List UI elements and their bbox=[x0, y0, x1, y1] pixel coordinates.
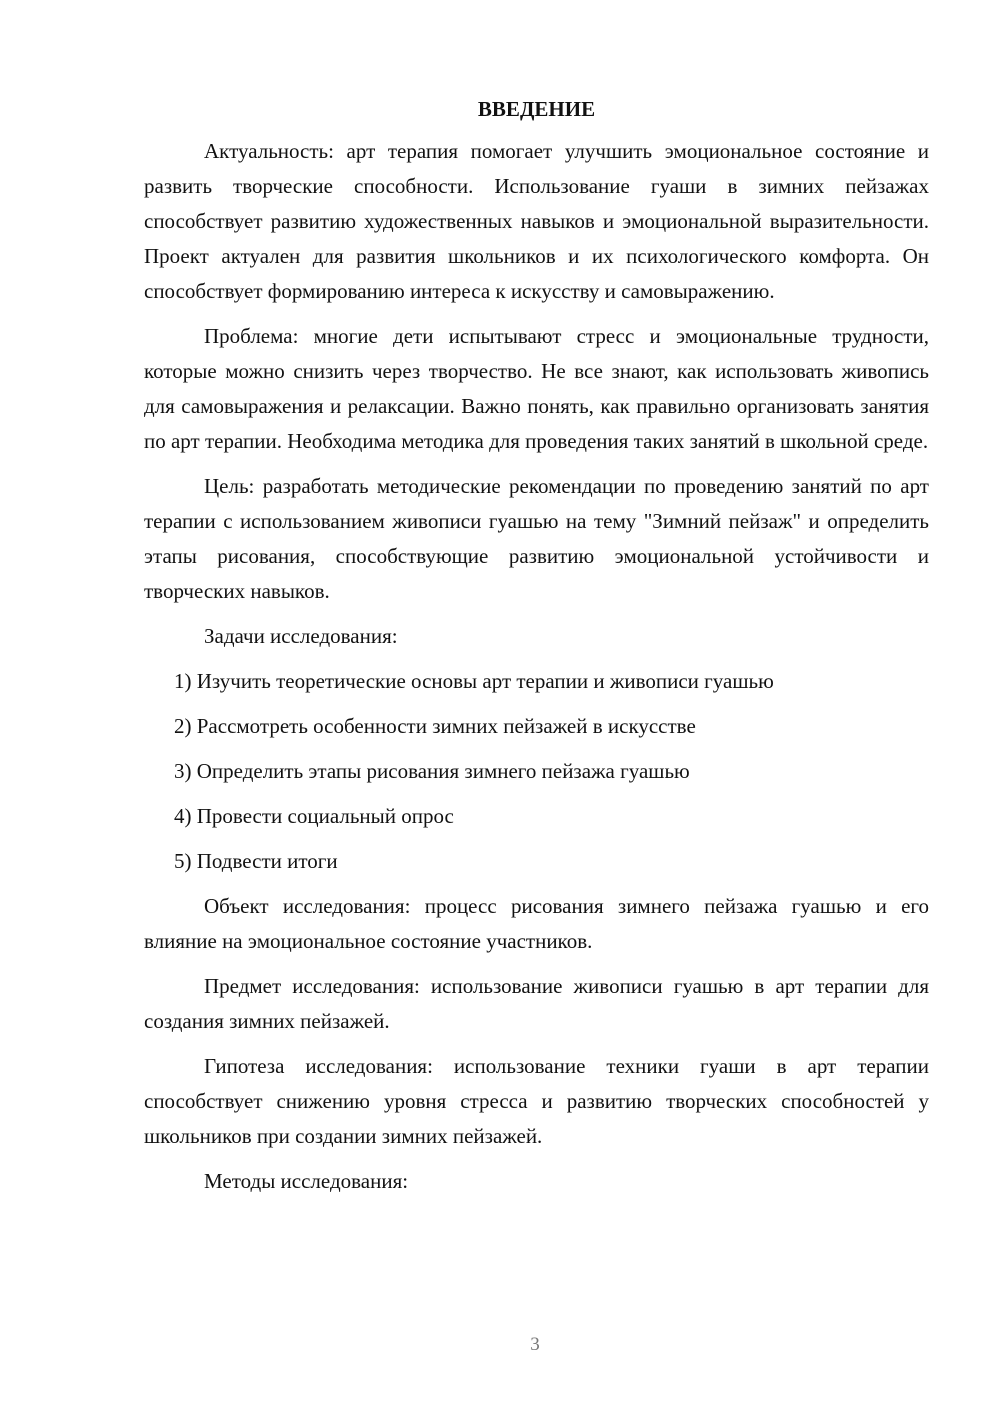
object-paragraph: Объект исследования: процесс рисования зимнего пейзажа гуашью и его влияние на эмоциональное состояние участников. bbox=[144, 894, 929, 953]
tasks-heading: Задачи исследования: bbox=[204, 624, 398, 648]
list-item: 2) Рассмотреть особенности зимних пейзажей в искусстве bbox=[174, 714, 696, 738]
list-item: 5) Подвести итоги bbox=[174, 849, 338, 873]
hypothesis-paragraph: Гипотеза исследования: использование техники гуаши в арт терапии способствует снижению уровня стресса и развитию творческих способностей у школьников при создании зимних пейзажей. bbox=[144, 1054, 929, 1148]
tasks-list bbox=[144, 664, 929, 879]
subject-paragraph: Предмет исследования: использование живописи гуашью в арт терапии для создания зимних пейзажей. bbox=[144, 974, 929, 1033]
list-item: 3) Определить этапы рисования зимнего пейзажа гуашью bbox=[174, 759, 690, 783]
page-number: 3 bbox=[530, 1334, 540, 1355]
document-page bbox=[144, 92, 929, 1209]
list-item: 4) Провести социальный опрос bbox=[174, 804, 454, 828]
list-item: 1) Изучить теоретические основы арт терапии и живописи гуашью bbox=[174, 669, 774, 693]
goal-paragraph: Цель: разработать методические рекомендации по проведению занятий по арт терапии с использованием живописи гуашью на тему "Зимний пейзаж" и определить этапы рисования, способствующие развитию эмоциональной устойчивости и творческих навыков. bbox=[144, 474, 929, 603]
section-title: ВВЕДЕНИЕ bbox=[477, 97, 596, 121]
problem-paragraph: Проблема: многие дети испытывают стресс и эмоциональные трудности, которые можно снизить через творчество. Не все знают, как использовать живопись для самовыражения и релаксации. Важно понять, как правильно организовать занятия по арт терапии. Необходима методика для проведения таких занятий в школьной среде. bbox=[144, 324, 929, 453]
methods-heading: Методы исследования: bbox=[204, 1169, 409, 1193]
relevance-paragraph: Актуальность: арт терапия помогает улучшить эмоциональное состояние и развить творческие способности. Использование гуаши в зимних пейзажах способствует развитию художественных навыков и эмоциональной выразительности. Проект актуален для развития школьников и их психологического комфорта. Он способствует формированию интереса к искусству и самовыражению. bbox=[144, 139, 929, 303]
